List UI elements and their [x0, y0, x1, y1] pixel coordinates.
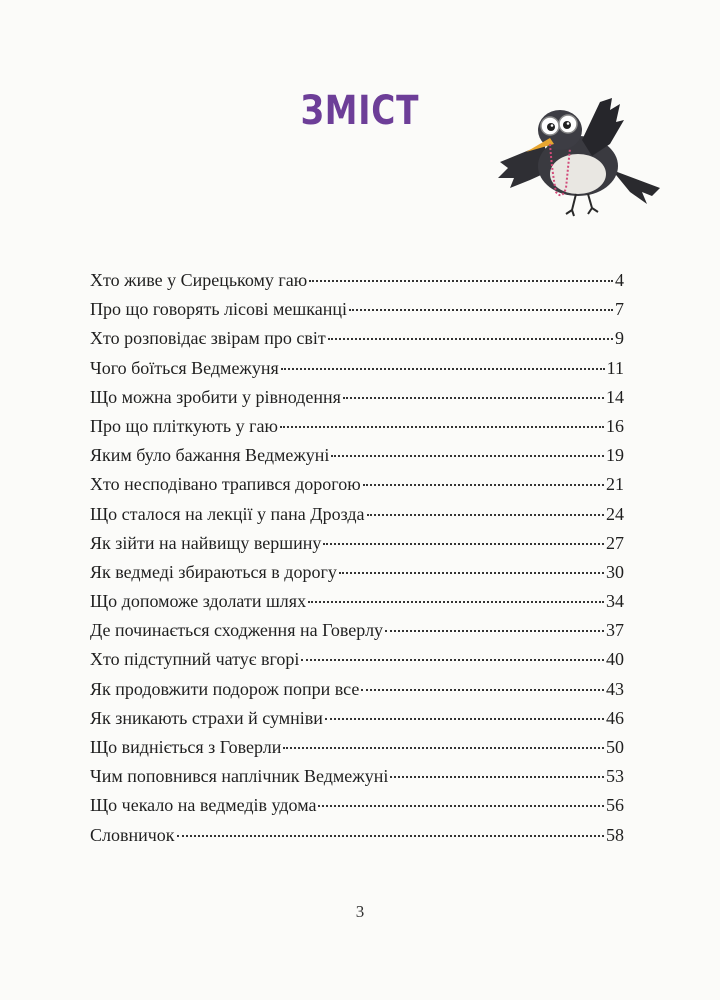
- toc-entry-leader-dots: [325, 718, 604, 720]
- toc-entry-page: 27: [606, 532, 624, 553]
- toc-entry-leader-dots: [328, 338, 613, 340]
- toc-entry-leader-dots: [339, 572, 604, 574]
- toc-entry-page: 9: [615, 328, 624, 349]
- page-number: 3: [355, 902, 365, 921]
- toc-entry-title: Що видніється з Говерли: [90, 737, 282, 757]
- toc-entry-leader-dots: [177, 835, 604, 837]
- toc-entry-page: 7: [615, 299, 624, 320]
- toc-entry-page: 40: [606, 649, 624, 670]
- crow-with-glasses-and-beads-icon: [492, 92, 662, 222]
- toc-entry-title: Хто підступний чатує вгорі: [90, 649, 300, 670]
- toc-entry-page: 16: [606, 415, 624, 436]
- toc-entry[interactable]: [90, 354, 624, 383]
- toc-entry[interactable]: [90, 645, 624, 674]
- toc-entry-leader-dots: [280, 426, 604, 428]
- toc-entry[interactable]: [90, 791, 624, 820]
- toc-entry-title: Як ведмеді збираються в дорогу: [90, 561, 337, 582]
- toc-entry-title: Про що пліткують у гаю: [90, 415, 278, 436]
- toc-entry[interactable]: [90, 470, 624, 499]
- toc-entry-title: Хто несподівано трапився дорогою: [90, 474, 361, 495]
- toc-entry-leader-dots: [281, 368, 605, 370]
- toc-entry-page: 21: [606, 474, 624, 495]
- toc-entry-title: Що сталося на лекції у пана Дрозда: [90, 503, 365, 524]
- toc-entry-page: 46: [606, 707, 624, 728]
- toc-entry-leader-dots: [361, 689, 604, 691]
- toc-entry-leader-dots: [318, 805, 604, 807]
- toc-entry-title: Що допоможе здолати шлях: [90, 591, 307, 612]
- toc-entry-leader-dots: [301, 659, 604, 661]
- toc-entry[interactable]: [90, 733, 624, 762]
- toc-entry[interactable]: [90, 762, 624, 791]
- toc-entry-page: 56: [606, 795, 624, 816]
- toc-entry-leader-dots: [363, 484, 604, 486]
- toc-entry-page: 53: [606, 766, 624, 787]
- toc-entry[interactable]: [90, 500, 624, 529]
- toc-entry-page: 37: [606, 620, 624, 641]
- toc-entry-leader-dots: [367, 514, 604, 516]
- toc-entry-title: Чим поповнився наплічник Ведмежуні: [90, 766, 389, 787]
- toc-entry-title: Що чекало на ведмедів удома: [90, 795, 317, 816]
- toc-entry-title: Що можна зробити у рівнодення: [90, 386, 341, 407]
- toc-entry-page: 11: [606, 357, 624, 378]
- toc-entry-title: Як продовжити подорож попри все: [90, 678, 360, 699]
- toc-entry-leader-dots: [331, 455, 604, 457]
- toc-entry-leader-dots: [385, 630, 604, 632]
- toc-entry-page: 34: [606, 591, 624, 612]
- toc-entry-page: 14: [606, 386, 624, 407]
- toc-entry[interactable]: [90, 616, 624, 645]
- toc-entry[interactable]: [90, 558, 624, 587]
- toc-entry-title: Хто розповідає звірам про світ: [90, 328, 326, 349]
- toc-entry-leader-dots: [323, 543, 604, 545]
- toc-entry-leader-dots: [309, 280, 613, 282]
- toc-entry-page: 50: [606, 737, 624, 757]
- page-title: ЗМІСТ: [300, 88, 420, 134]
- toc-entry[interactable]: [90, 587, 624, 616]
- toc-entry-page: 43: [606, 678, 624, 699]
- toc-entry-leader-dots: [390, 776, 604, 778]
- toc-entry-title: Де починається сходження на Говерлу: [90, 620, 384, 641]
- toc-entry-title: Хто живе у Сирецькому гаю: [90, 270, 308, 290]
- toc-entry-leader-dots: [343, 397, 604, 399]
- toc-entry[interactable]: [90, 441, 624, 470]
- toc-entry[interactable]: [90, 821, 624, 850]
- toc-entry-page: 19: [606, 445, 624, 466]
- toc-entry-title: Словничок: [90, 824, 175, 845]
- toc-entry-title: Яким було бажання Ведмежуні: [90, 445, 330, 466]
- toc-entry[interactable]: [90, 412, 624, 441]
- toc-entry-title: Про що говорять лісові мешканці: [90, 299, 347, 320]
- toc-entry[interactable]: [90, 383, 624, 412]
- toc-entry[interactable]: [90, 704, 624, 733]
- toc-entry[interactable]: [90, 675, 624, 704]
- toc-entry[interactable]: [90, 266, 624, 295]
- toc-entry-leader-dots: [283, 747, 604, 749]
- toc-entry-leader-dots: [308, 601, 604, 603]
- toc-entry-title: Як зійти на найвищу вершину: [90, 532, 322, 553]
- toc-entry[interactable]: [90, 529, 624, 558]
- toc-entry-title: Як зникають страхи й сумніви: [90, 707, 323, 728]
- toc-entry-page: 4: [615, 270, 624, 290]
- toc-entry-page: 24: [606, 503, 624, 524]
- toc-entry-page: 30: [606, 561, 624, 582]
- toc-entry-title: Чого боїться Ведмежуня: [90, 357, 279, 378]
- toc-entry-leader-dots: [349, 309, 613, 311]
- toc-entry[interactable]: [90, 295, 624, 324]
- toc-entry[interactable]: [90, 324, 624, 353]
- toc-entry-page: 58: [606, 824, 624, 845]
- table-of-contents: [90, 266, 624, 850]
